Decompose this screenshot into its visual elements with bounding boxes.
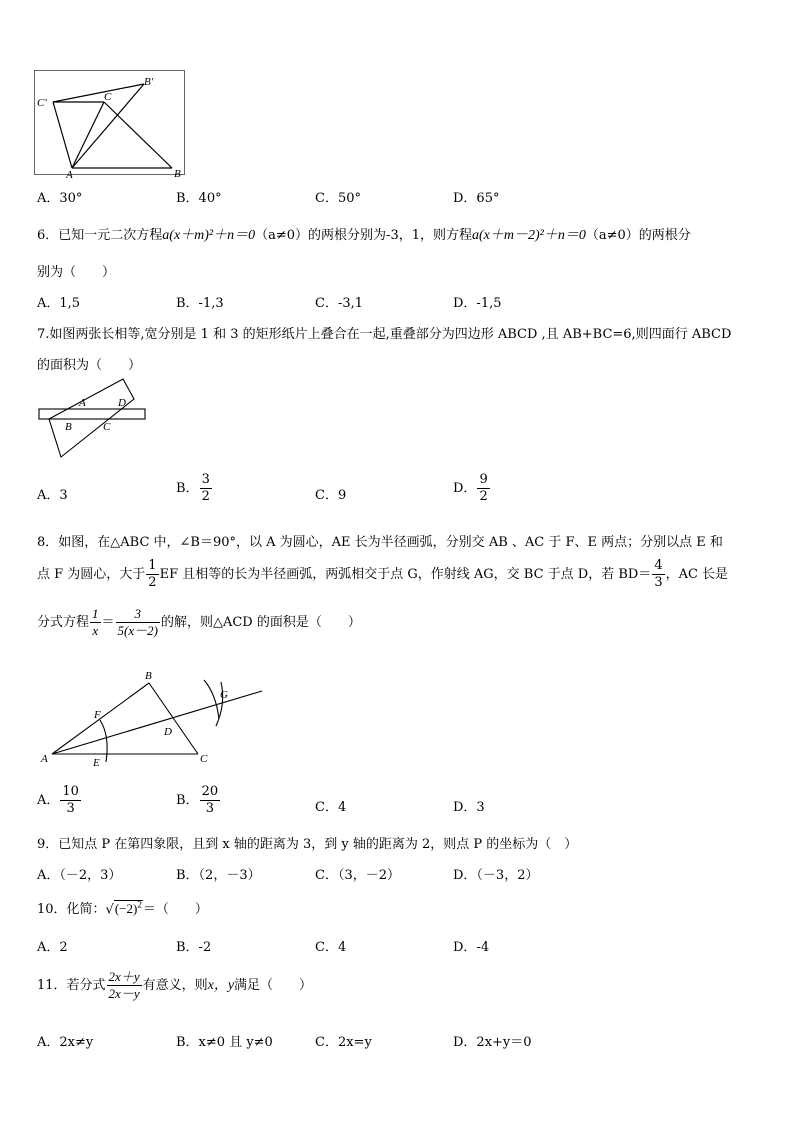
sqrt-expression bbox=[106, 900, 143, 917]
denominator: 2 bbox=[201, 489, 210, 504]
q9-stem: 9．已知点 P 在第四象限，且到 x 轴的距离为 3，到 y 轴的距离为 2，则点 P 的坐标为（ ） bbox=[37, 837, 578, 852]
q10-stem bbox=[37, 898, 208, 917]
fraction bbox=[200, 472, 212, 505]
q10-option-d[interactable]: D．-4 bbox=[453, 940, 490, 955]
denominator: 2x－y bbox=[108, 986, 140, 1001]
q8-option-a-label: A． bbox=[37, 793, 60, 808]
q10-option-b[interactable]: B．-2 bbox=[176, 940, 212, 955]
q8-option-b[interactable] bbox=[176, 784, 221, 817]
q6-text-2: （a≠0）的两根分别为-3，1，则方程 bbox=[255, 228, 472, 243]
q11-option-a[interactable]: A．2x≠y bbox=[37, 1035, 94, 1050]
numerator: 1 bbox=[92, 606, 99, 621]
q7-stem-line2: 的面积为（ ） bbox=[37, 358, 142, 373]
q7-option-b-label: B． bbox=[176, 481, 199, 496]
ray-a-g bbox=[52, 691, 262, 754]
q10-option-a[interactable]: A．2 bbox=[37, 940, 68, 955]
segment-b-c bbox=[149, 683, 198, 754]
q7-option-a[interactable]: A．3 bbox=[37, 488, 68, 503]
label-e: E bbox=[93, 757, 100, 769]
arc-centered-a bbox=[100, 720, 107, 762]
q6-text-1: 6．已知一元二次方程 bbox=[37, 228, 163, 243]
label-c: C bbox=[104, 91, 112, 103]
q9-option-d[interactable]: D．（－3，2） bbox=[453, 868, 539, 883]
label-b-prime: B′ bbox=[144, 76, 154, 88]
fraction bbox=[107, 969, 142, 1002]
label-c-prime: C′ bbox=[37, 97, 47, 109]
q8-stem-line2 bbox=[37, 558, 728, 591]
q5-figure bbox=[34, 70, 194, 186]
q9-option-c[interactable]: C．（3，－2） bbox=[315, 868, 400, 883]
label-a: A bbox=[41, 753, 48, 765]
numerator: 1 bbox=[148, 558, 157, 573]
q11-option-d[interactable]: D．2x+y＝0 bbox=[453, 1035, 532, 1050]
numerator: 9 bbox=[479, 472, 488, 487]
tilted-strip bbox=[49, 379, 134, 457]
q11-option-c[interactable]: C．2x=y bbox=[315, 1035, 372, 1050]
q8-option-a[interactable] bbox=[37, 784, 82, 817]
denominator: 2 bbox=[148, 575, 157, 590]
q8-stem-line1: 8．如图，在△ABC 中，∠B＝90°，以 A 为圆心，AE 长为半径画弧，分别交 AB 、AC 于 F、E 两点；分别以点 E 和 bbox=[37, 535, 723, 550]
denominator: 3 bbox=[205, 801, 214, 816]
q6-text-3: （a≠0）的两根分 bbox=[585, 228, 691, 243]
denominator: 3 bbox=[66, 801, 75, 816]
arc-from-f bbox=[204, 680, 219, 719]
label-a: A bbox=[79, 397, 86, 409]
q8-option-c[interactable]: C．4 bbox=[315, 800, 347, 815]
q7-stem-line1: 7.如图两张长相等,宽分别是 1 和 3 的矩形纸片上叠合在一起,重叠部分为四边形 ABCD ,且 AB+BC=6,则四面行 ABCD bbox=[37, 327, 732, 342]
segment-a-c bbox=[72, 102, 104, 168]
fraction-bd bbox=[652, 558, 664, 591]
q8-text-b: EF 且相等的长为半径画弧，两弧相交于点 G，作射线 AG，交 BC 于点 D，若 BD＝ bbox=[159, 567, 652, 582]
equals-sign: ＝ bbox=[101, 615, 115, 630]
q7-option-d[interactable] bbox=[453, 472, 491, 505]
horizontal-strip bbox=[39, 409, 145, 419]
q10-option-c[interactable]: C．4 bbox=[315, 940, 347, 955]
label-b: B bbox=[174, 168, 181, 180]
label-b: B bbox=[145, 670, 152, 682]
label-f: F bbox=[94, 709, 101, 721]
q8-figure bbox=[36, 664, 276, 778]
q8-text-a: 点 F 为圆心，大于 bbox=[37, 567, 146, 582]
segment-c-b bbox=[104, 102, 172, 168]
numerator: 3 bbox=[201, 472, 210, 487]
label-a: A bbox=[66, 169, 73, 181]
label-d: D bbox=[164, 726, 172, 738]
segment-c1-a bbox=[53, 102, 72, 168]
fraction bbox=[200, 784, 221, 817]
q8-text-c: ，AC 长是 bbox=[665, 567, 729, 582]
q9-option-a[interactable]: A．（－2，3） bbox=[37, 868, 122, 883]
label-g: G bbox=[220, 689, 228, 701]
q8-text-e: 的解，则△ACD 的面积是（ ） bbox=[160, 615, 361, 630]
q11-text-3: 满足（ ） bbox=[234, 978, 313, 993]
numerator: 3 bbox=[116, 606, 160, 623]
denominator: x bbox=[92, 623, 99, 638]
q7-option-d-label: D． bbox=[453, 481, 477, 496]
q8-option-d[interactable]: D．3 bbox=[453, 800, 485, 815]
q11-option-b[interactable]: B．x≠0 且 y≠0 bbox=[176, 1035, 273, 1050]
q11-stem bbox=[37, 969, 312, 1002]
q7-option-c[interactable]: C．9 bbox=[315, 488, 347, 503]
radicand bbox=[114, 900, 143, 916]
label-b: B bbox=[65, 421, 72, 433]
q6-option-b[interactable]: B．-1,3 bbox=[176, 296, 224, 311]
q6-option-c[interactable]: C．-3,1 bbox=[315, 296, 364, 311]
numerator: 10 bbox=[62, 784, 79, 799]
q8-stem-line3 bbox=[37, 606, 361, 639]
label-c: C bbox=[103, 421, 111, 433]
q6-stem-line2: 别为（ ） bbox=[37, 265, 116, 280]
denominator: 3 bbox=[654, 575, 663, 590]
q6-option-a[interactable]: A．1,5 bbox=[37, 296, 81, 311]
q7-option-b[interactable] bbox=[176, 472, 213, 505]
q11-vars: x，y bbox=[207, 978, 235, 993]
fraction bbox=[60, 784, 81, 817]
fraction-one-half bbox=[146, 558, 158, 591]
q7-figure bbox=[34, 374, 154, 464]
fraction-left bbox=[90, 606, 101, 639]
denominator: 2 bbox=[479, 489, 488, 504]
q10-text-1: 10．化简： bbox=[37, 902, 106, 917]
q5-option-c[interactable]: C．50° bbox=[315, 191, 361, 206]
numerator: 4 bbox=[654, 558, 663, 573]
q9-option-b[interactable]: B．（2，－3） bbox=[176, 868, 261, 883]
q11-text-1: 11．若分式 bbox=[37, 978, 106, 993]
denominator: 5(x－2) bbox=[117, 623, 158, 638]
fraction-right bbox=[116, 606, 160, 639]
label-d: D bbox=[118, 397, 126, 409]
q11-text-2: 有意义，则 bbox=[142, 978, 208, 993]
radicand-value: (−2) bbox=[114, 901, 138, 916]
label-c: C bbox=[200, 753, 208, 765]
q5-option-b[interactable]: B．40° bbox=[176, 191, 222, 206]
q6-equation-2: a(x＋m－2)²＋n＝0 bbox=[472, 228, 586, 243]
q8-option-b-label: B． bbox=[176, 793, 199, 808]
q6-option-d[interactable]: D．-1,5 bbox=[453, 296, 502, 311]
q10-text-2: ＝（ ） bbox=[142, 902, 208, 917]
fraction bbox=[477, 472, 489, 505]
q5-option-a[interactable]: A．30° bbox=[37, 191, 83, 206]
q6-stem-line1 bbox=[37, 224, 691, 244]
q8-text-d: 分式方程 bbox=[37, 615, 90, 630]
radical-sign-icon: √ bbox=[105, 902, 114, 917]
numerator: 20 bbox=[201, 784, 219, 799]
numerator: 2x＋y bbox=[108, 969, 140, 984]
exponent: 2 bbox=[137, 899, 142, 910]
q6-equation-1: a(x＋m)²＋n＝0 bbox=[162, 228, 256, 243]
q5-option-d[interactable]: D．65° bbox=[453, 191, 500, 206]
